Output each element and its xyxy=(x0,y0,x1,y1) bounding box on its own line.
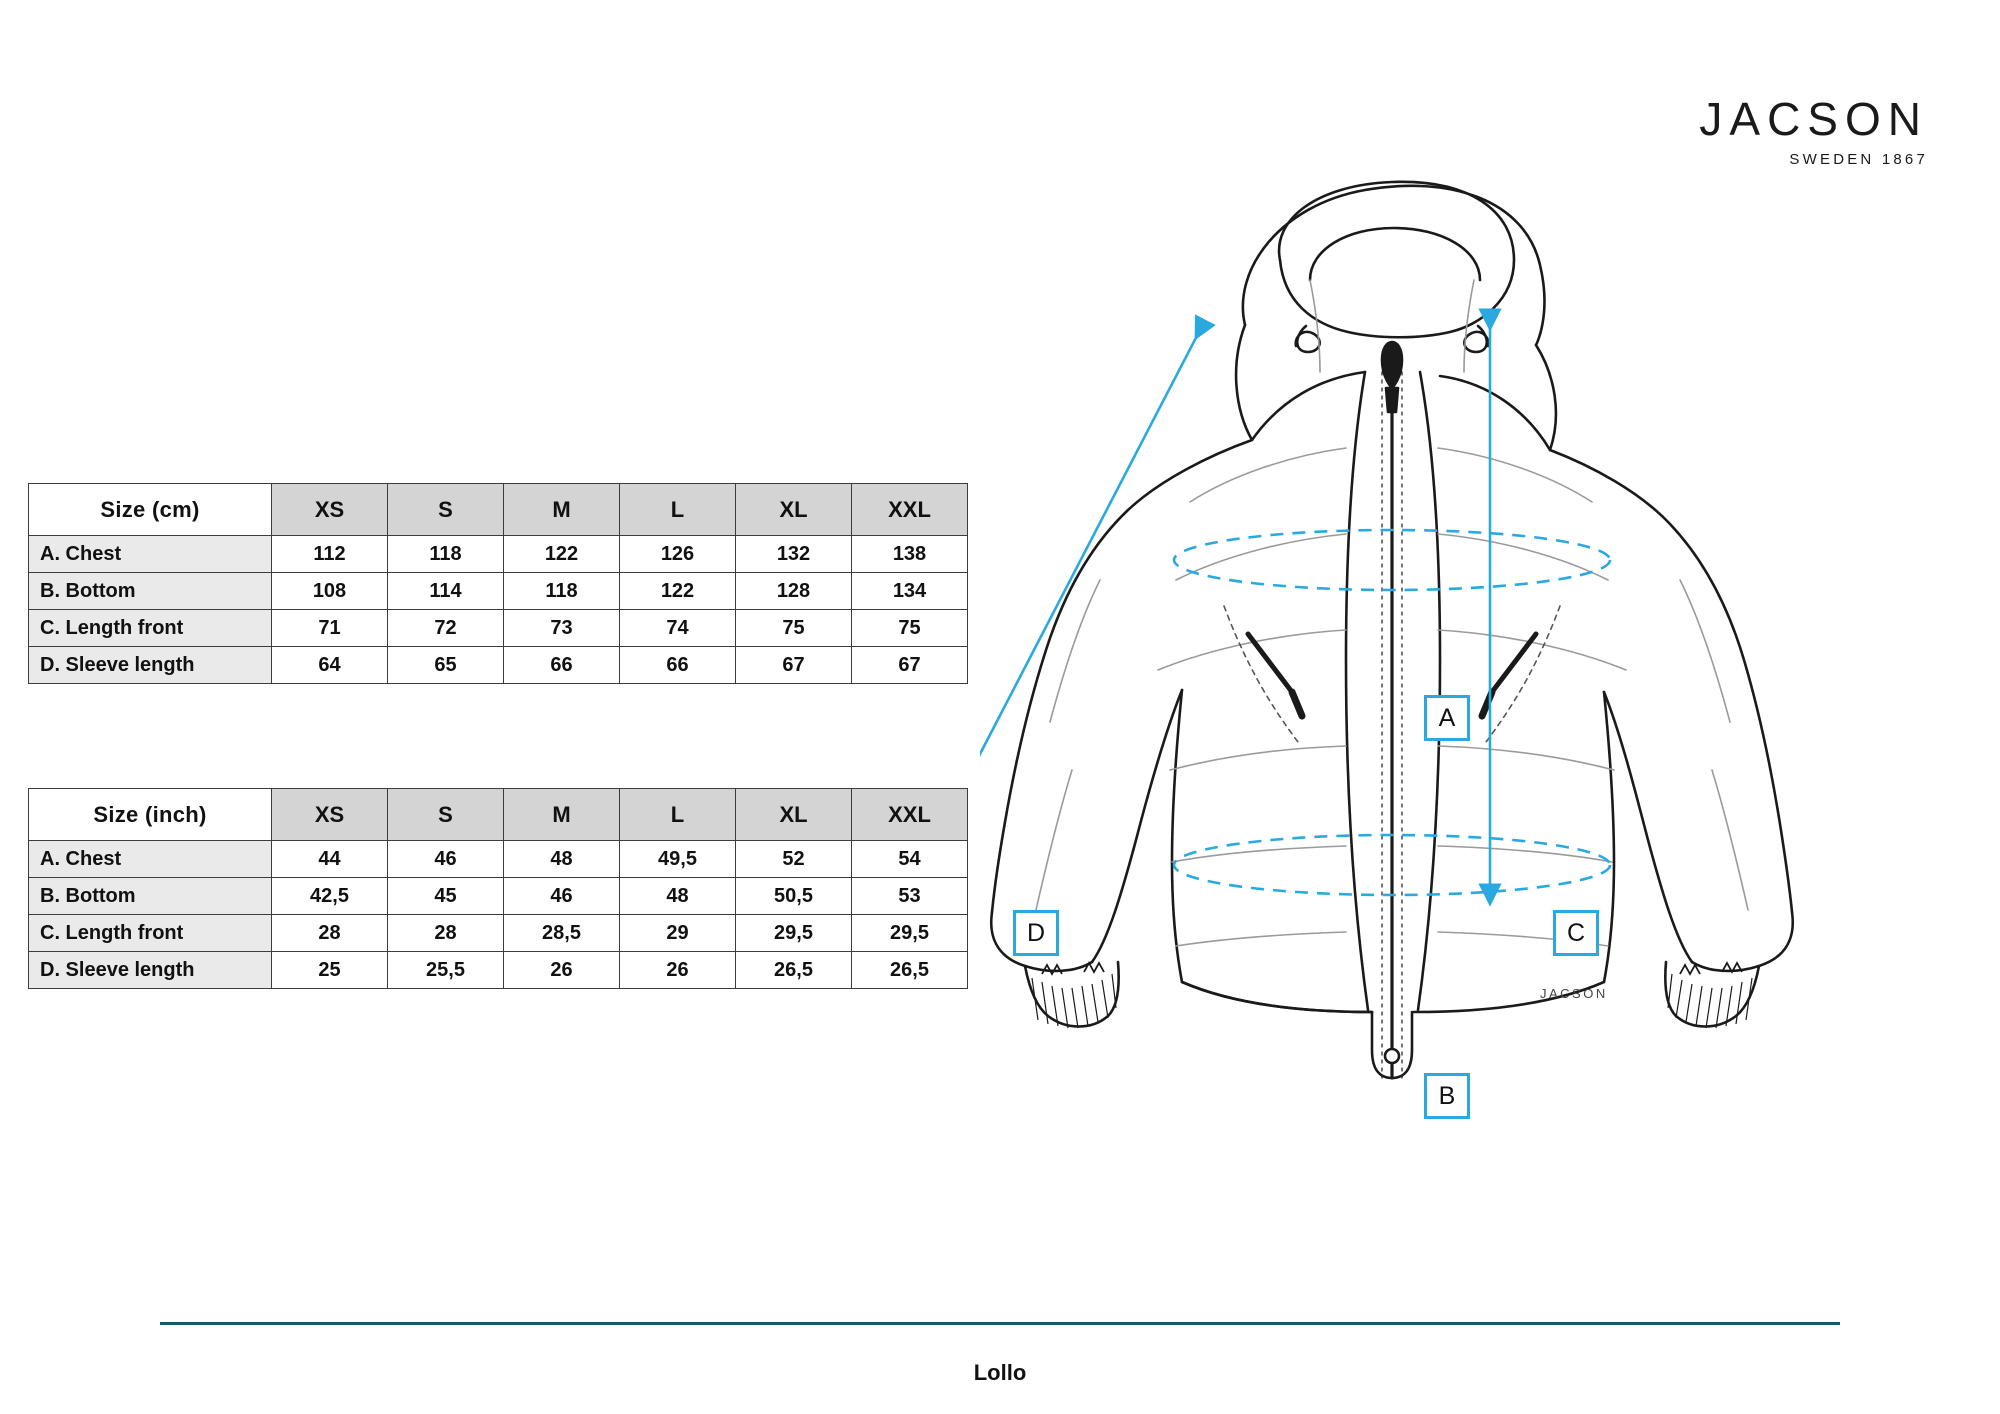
column-header-m: M xyxy=(504,789,620,841)
column-header-xl: XL xyxy=(736,484,852,536)
table-header-row xyxy=(29,789,968,841)
column-header-xs: XS xyxy=(272,789,388,841)
cell-sleeve-l: 66 xyxy=(620,647,736,684)
cell-chest-xs: 44 xyxy=(272,841,388,878)
cell-length-s: 72 xyxy=(388,610,504,647)
cell-sleeve-s: 25,5 xyxy=(388,952,504,989)
row-label-bottom: B. Bottom xyxy=(29,573,272,610)
measure-marker-b: B xyxy=(1424,1073,1470,1119)
table-row xyxy=(29,573,968,610)
table-row xyxy=(29,841,968,878)
table-title-cm: Size (cm) xyxy=(29,484,272,536)
row-label-sleeve-length: D. Sleeve length xyxy=(29,647,272,684)
jacket-illustration xyxy=(980,150,1980,1280)
cell-sleeve-xs: 64 xyxy=(272,647,388,684)
cell-bottom-xxl: 134 xyxy=(852,573,968,610)
cell-chest-xs: 112 xyxy=(272,536,388,573)
size-table-inch xyxy=(28,788,968,989)
cell-length-xs: 71 xyxy=(272,610,388,647)
row-label-sleeve-length: D. Sleeve length xyxy=(29,952,272,989)
cell-chest-l: 126 xyxy=(620,536,736,573)
cell-chest-s: 46 xyxy=(388,841,504,878)
cell-length-l: 74 xyxy=(620,610,736,647)
cell-bottom-xl: 128 xyxy=(736,573,852,610)
row-label-chest: A. Chest xyxy=(29,536,272,573)
cell-length-xl: 29,5 xyxy=(736,915,852,952)
cell-bottom-s: 114 xyxy=(388,573,504,610)
cell-bottom-xs: 108 xyxy=(272,573,388,610)
size-table-cm xyxy=(28,483,968,684)
cell-chest-l: 49,5 xyxy=(620,841,736,878)
cell-length-xs: 28 xyxy=(272,915,388,952)
brand-name: JACSON xyxy=(1699,93,1928,145)
cell-chest-m: 48 xyxy=(504,841,620,878)
measurement-guides xyxy=(980,320,1610,895)
cell-sleeve-xs: 25 xyxy=(272,952,388,989)
jacket-drawing-svg xyxy=(980,150,1980,1280)
cell-bottom-l: 122 xyxy=(620,573,736,610)
cell-length-xl: 75 xyxy=(736,610,852,647)
cell-chest-xl: 52 xyxy=(736,841,852,878)
footer-divider xyxy=(160,1322,1840,1325)
table-row xyxy=(29,610,968,647)
column-header-m: M xyxy=(504,484,620,536)
cell-chest-xxl: 138 xyxy=(852,536,968,573)
column-header-xs: XS xyxy=(272,484,388,536)
cell-sleeve-l: 26 xyxy=(620,952,736,989)
cell-bottom-xs: 42,5 xyxy=(272,878,388,915)
column-header-xxl: XXL xyxy=(852,789,968,841)
table-row xyxy=(29,878,968,915)
cell-sleeve-s: 65 xyxy=(388,647,504,684)
row-label-length-front: C. Length front xyxy=(29,915,272,952)
cell-sleeve-xl: 67 xyxy=(736,647,852,684)
cell-chest-s: 118 xyxy=(388,536,504,573)
jacket-outline xyxy=(991,182,1793,1078)
cell-chest-m: 122 xyxy=(504,536,620,573)
cell-length-s: 28 xyxy=(388,915,504,952)
cell-length-xxl: 75 xyxy=(852,610,968,647)
row-label-bottom: B. Bottom xyxy=(29,878,272,915)
column-header-s: S xyxy=(388,789,504,841)
cell-bottom-xxl: 53 xyxy=(852,878,968,915)
table-row xyxy=(29,915,968,952)
garment-hem-brand-text: JACSON xyxy=(1540,986,1608,1001)
cell-length-xxl: 29,5 xyxy=(852,915,968,952)
brand-tagline: SWEDEN 1867 xyxy=(1789,151,1928,168)
cell-sleeve-m: 66 xyxy=(504,647,620,684)
column-header-l: L xyxy=(620,789,736,841)
cell-chest-xxl: 54 xyxy=(852,841,968,878)
column-header-l: L xyxy=(620,484,736,536)
cell-sleeve-xl: 26,5 xyxy=(736,952,852,989)
row-label-chest: A. Chest xyxy=(29,841,272,878)
measure-marker-c: C xyxy=(1553,910,1599,956)
cell-sleeve-xxl: 26,5 xyxy=(852,952,968,989)
cell-length-m: 73 xyxy=(504,610,620,647)
column-header-xxl: XXL xyxy=(852,484,968,536)
table-row xyxy=(29,647,968,684)
table-header-row xyxy=(29,484,968,536)
cell-bottom-m: 118 xyxy=(504,573,620,610)
product-name: Lollo xyxy=(973,1360,1027,1385)
column-header-s: S xyxy=(388,484,504,536)
cell-sleeve-xxl: 67 xyxy=(852,647,968,684)
cell-length-m: 28,5 xyxy=(504,915,620,952)
row-label-length-front: C. Length front xyxy=(29,610,272,647)
cell-chest-xl: 132 xyxy=(736,536,852,573)
measure-marker-a: A xyxy=(1424,695,1470,741)
table-row xyxy=(29,536,968,573)
table-row xyxy=(29,952,968,989)
cell-length-l: 29 xyxy=(620,915,736,952)
column-header-xl: XL xyxy=(736,789,852,841)
measure-marker-d: D xyxy=(1013,910,1059,956)
cell-bottom-s: 45 xyxy=(388,878,504,915)
cell-sleeve-m: 26 xyxy=(504,952,620,989)
cell-bottom-xl: 50,5 xyxy=(736,878,852,915)
table-title-inch: Size (inch) xyxy=(29,789,272,841)
cell-bottom-l: 48 xyxy=(620,878,736,915)
cell-bottom-m: 46 xyxy=(504,878,620,915)
